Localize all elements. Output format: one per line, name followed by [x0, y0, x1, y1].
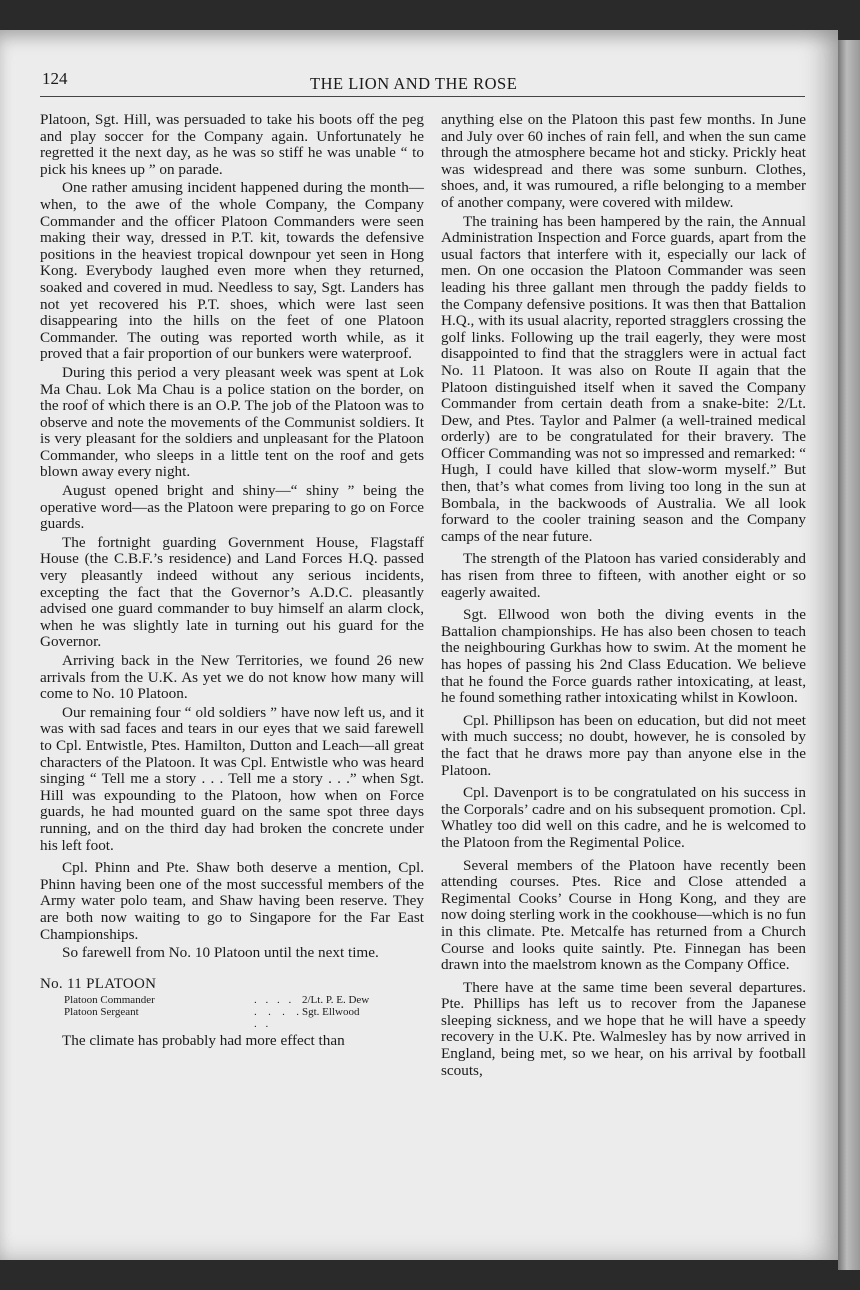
paragraph: Cpl. Phillipson has been on education, but did not meet with much success; no doubt, however, he is consoled by the fact that he draws more pay than anyone else in the Platoon. [441, 711, 806, 779]
left-column [40, 112, 424, 1050]
paragraph: There have at the same time been several departures. Pte. Phillips has left us to recover from the Japanese sleeping sickness, and we hope that he will have a speedy recovery in the U.K. Pte. Walmesley has by now arrived in England, being met, so we hear, on his arrival by football scouts, [441, 978, 806, 1079]
roster [64, 994, 384, 1030]
page-header [0, 66, 838, 94]
page-number: 124 [42, 69, 68, 88]
paragraph: The training has been hampered by the rain, the Annual Administration Inspection and Force guards, apart from the usual factors that interfere with it, especially our lack of men. On one occasion the Platoon Commander was seen leading his three gallant men through the paddy fields to the Company defensive positions. It was then that Battalion H.Q., with its usual alacrity, reported stragglers crossing the golf links. Following up the trail eagerly, they were most disappointed to find that the stragglers were in actual fact No. 11 Platoon. It was also on Route II again that the Platoon distinguished itself when it saved the Company Commander from certain death from a snake-bite: 2/Lt. Dew, and Ptes. Taylor and Palmer (a well-trained medical orderly) are to be congratulated for their bravery. The Officer Commanding was not so impressed and remarked: “ Hugh, I could have killed that slow-worm myself.” But then, that’s what comes from living too long in the sun at Bombala, in the backwoods of Australia. We all look forward to the cooler training season and the Company camps of the near future. [441, 212, 806, 545]
roster-role: Platoon Commander [64, 994, 155, 1007]
paragraph: Cpl. Davenport is to be congratulated on his success in the Corporals’ cadre and on his subsequent promotion. Cpl. Whatley too did well on this cadre, and he is welcomed to the Platoon from the Regimental Police. [441, 784, 806, 851]
roster-leader: . . . . [254, 994, 295, 1007]
paragraph: Arriving back in the New Territories, we found 26 new arrivals from the U.K. As yet we do not know how many will come to No. 10 Platoon. [40, 652, 424, 703]
roster-row [64, 994, 384, 1006]
paragraph: Several members of the Platoon have recently been attending courses. Ptes. Rice and Close attended a Regimental Cooks’ Course in Hong Kong, and they are now doing sterling work in the cookhouse—which is no fun in this climate. Pte. Metcalfe has returned from a Church Course and looks quite saintly. Pte. Finnegan has been drawn into the maelstrom known as the Company Office. [441, 856, 806, 974]
paragraph: The fortnight guarding Government House, Flagstaff House (the C.B.F.’s residence) and Land Forces H.Q. passed very pleasantly indeed without any serious incidents, excepting the fact that the Governor’s A.D.C. pleasantly advised one guard commander to buy himself an alarm clock, when he was slightly late in turning out his guard for the Governor. [40, 533, 424, 651]
page-edge [838, 40, 860, 1270]
paragraph: August opened bright and shiny—“ shiny ” being the operative word—as the Platoon were preparing to go on Force guards. [40, 482, 424, 533]
paragraph: Cpl. Phinn and Pte. Shaw both deserve a mention, Cpl. Phinn having been one of the most successful members of the Army water polo team, and Shaw having been reserve. They are both now waiting to go to Singapore for the Far East Championships. [40, 859, 424, 943]
roster-name: 2/Lt. P. E. Dew [302, 994, 370, 1007]
roster-role: Platoon Sergeant [64, 1006, 139, 1019]
paragraph: The climate has probably had more effect than [62, 1032, 345, 1050]
paragraph: Sgt. Ellwood won both the diving events in the Battalion championships. He has also been chosen to teach the neighbouring Gurkhas how to swim. At the moment he has hopes of passing his 2nd Class Education. We believe that he found the Force guards rather intoxicating, at least, he found something rather intoxicating whilst in Kowloon. [441, 606, 806, 707]
paragraph: One rather amusing incident happened during the month—when, to the awe of the whole Company, the Company Commander and the officer Platoon Commanders were seen making their way, dressed in P.T. kit, towards the defensive positions in the heaviest tropical downpour yet seen in Hong Kong. Everybody laughed even more when they returned, soaked and covered in mud. Needless to say, Sgt. Landers has not yet recovered his P.T. shoes, which were last seen disappearing into the hills on the feet of one Platoon Commander. The outing was reported worth while, as it proved that a fair proportion of our bunkers were waterproof. [40, 179, 424, 363]
paragraph: The strength of the Platoon has varied considerably and has risen from three to fifteen, with another eight or so eagerly awaited. [441, 550, 806, 601]
paragraph: During this period a very pleasant week was spent at Lok Ma Chau. Lok Ma Chau is a police station on the border, on the roof of which there is an O.P. The job of the Platoon was to observe and note the movements of the Communist soldiers. It is very pleasant for the soldiers and unpleasant for the Platoon Commander, who sleeps in a little tent on the roof and gets blown away every night. [40, 363, 424, 481]
roster-name: Sgt. Ellwood [302, 1006, 360, 1019]
section-heading: No. 11 PLATOON [40, 975, 157, 992]
roster-leader: . . . . . . [254, 1006, 302, 1031]
header-rule [40, 96, 805, 97]
paragraph: So farewell from No. 10 Platoon until the next time. [62, 944, 379, 962]
magazine-page [0, 30, 838, 1260]
right-column [441, 112, 806, 1079]
running-title: THE LION AND THE ROSE [310, 74, 518, 93]
paragraph: Our remaining four “ old soldiers ” have now left us, and it was with sad faces and tears in our eyes that we said farewell to Cpl. Entwistle, Ptes. Hamilton, Dutton and Leach—all great characters of the Platoon. It was Cpl. Entwistle who was heard singing “ Tell me a story . . . Tell me a story . . .” when Sgt. Hill was expounding to the Platoon, how when on Force guards, he had mounted guard on the same spot three days running, and on the third day had broken the concrete under his left foot. [40, 703, 424, 854]
roster-row [64, 1006, 384, 1030]
paragraph: Platoon, Sgt. Hill, was persuaded to take his boots off the peg and play soccer for the Company again. Unfortunately he regretted it the next day, as he was so stiff he was unable “ to pick his knees up ” on parade. [40, 111, 424, 178]
paragraph: anything else on the Platoon this past few months. In June and July over 60 inches of rain fell, and when the sun came through the atmosphere became hot and sticky. Prickly heat was widespread and there was some sunburn. Clothes, shoes, and, it was rumoured, a rifle belonging to a member of another company, were covered with mildew. [441, 111, 806, 211]
